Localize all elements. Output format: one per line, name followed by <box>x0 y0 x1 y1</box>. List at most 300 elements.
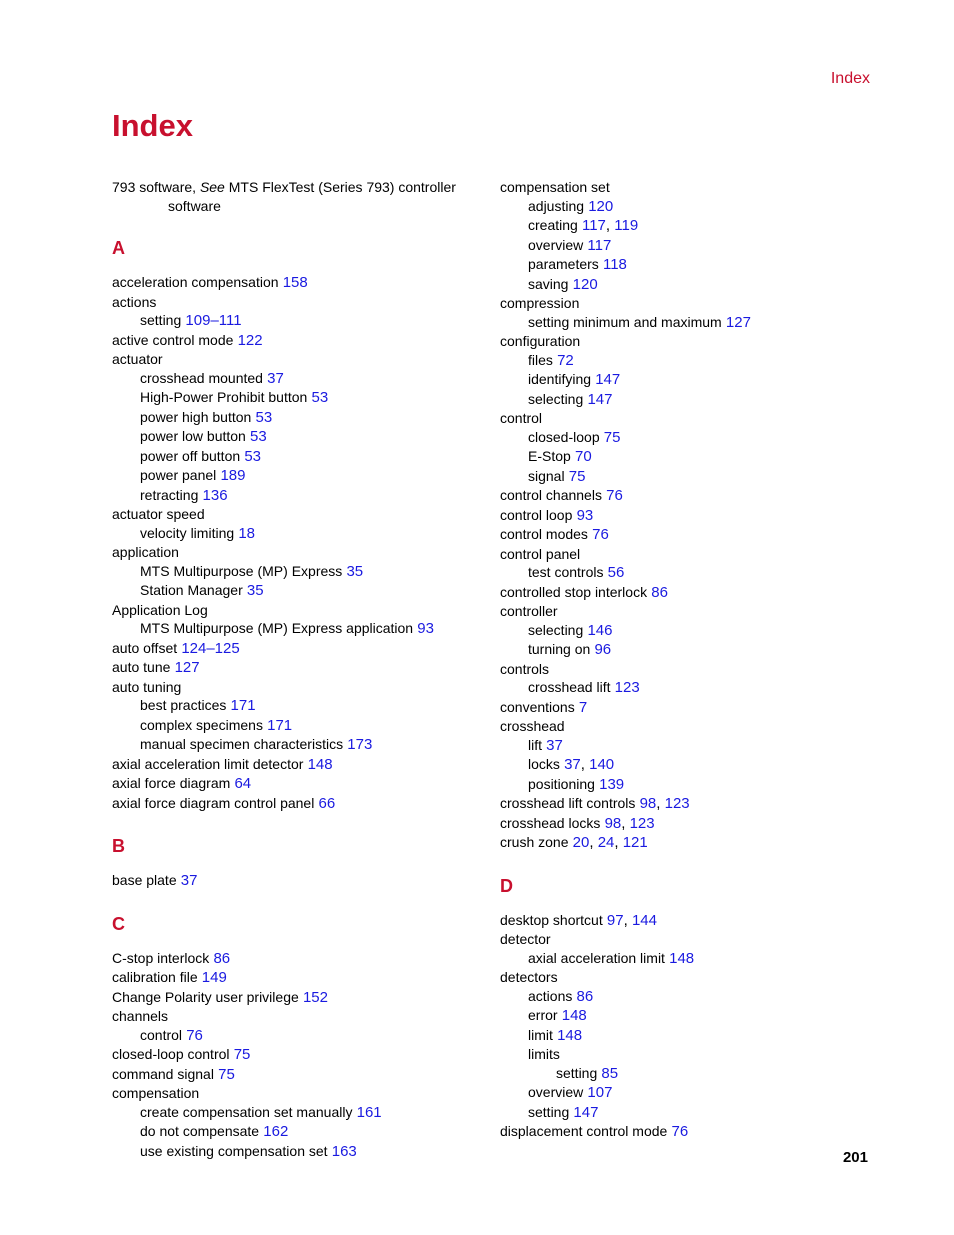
entry-term: command signal <box>112 1065 214 1082</box>
index-entry <box>112 696 472 716</box>
page-link[interactable]: 35 <box>346 562 364 580</box>
page-references <box>303 756 332 773</box>
entry-term: 793 software, <box>112 179 200 195</box>
page-link[interactable]: 76 <box>592 526 609 543</box>
page-link[interactable]: 127 <box>725 313 751 331</box>
entry-term: selecting <box>528 390 584 407</box>
page-link[interactable]: 121 <box>622 834 648 851</box>
page-references <box>542 737 563 754</box>
entry-term: Application Log <box>112 601 208 618</box>
page-references <box>553 1027 582 1044</box>
page-link[interactable]: 122 <box>237 331 263 349</box>
page-link[interactable]: 24 <box>597 834 615 851</box>
entry-term: identifying <box>528 371 592 387</box>
entry-term: compensation <box>112 1085 200 1101</box>
index-entry <box>112 1007 472 1026</box>
page-references <box>575 699 588 716</box>
index-entry <box>112 1026 472 1046</box>
index-entry <box>500 467 860 487</box>
page-link[interactable]: 97 <box>606 911 624 929</box>
index-entry <box>112 562 472 582</box>
page-link[interactable]: 37 <box>267 369 284 387</box>
page-link[interactable]: 144 <box>631 911 657 929</box>
page-link[interactable]: 117 <box>587 236 612 254</box>
page-references: 98, 123 <box>639 795 690 812</box>
index-entry <box>112 466 472 486</box>
page-link[interactable]: 56 <box>607 564 625 581</box>
page-references <box>299 989 328 1006</box>
entry-term: retracting <box>140 486 199 503</box>
page-references <box>263 717 292 734</box>
page-references <box>667 1123 688 1140</box>
page-references <box>230 775 251 792</box>
index-entry <box>500 275 860 295</box>
page-link[interactable]: 117 <box>581 217 606 234</box>
entry-term: axial force diagram control panel <box>112 794 315 811</box>
page-link[interactable]: 120 <box>572 275 598 293</box>
entry-term: E-Stop <box>528 448 571 464</box>
index-entry <box>112 774 472 794</box>
page-references <box>233 332 262 349</box>
index-entry <box>500 583 860 603</box>
index-entry <box>112 1122 472 1142</box>
page-references <box>307 389 328 406</box>
page-link[interactable]: 72 <box>557 351 574 369</box>
page-title: Index <box>112 108 193 143</box>
page-references <box>595 776 624 793</box>
page-link[interactable]: 109–111 <box>185 312 242 329</box>
page-references <box>177 640 240 657</box>
index-entry <box>112 678 472 697</box>
page-references <box>343 736 372 753</box>
page-references <box>413 620 434 637</box>
section-letter: B <box>112 836 125 856</box>
index-entry <box>112 408 472 428</box>
page-link[interactable]: 161 <box>356 1103 382 1121</box>
page-references: 98, 123 <box>604 814 655 832</box>
entry-term: configuration <box>500 333 581 349</box>
page-link[interactable]: 53 <box>311 389 329 406</box>
page-references: 37, 140 <box>564 756 615 773</box>
index-entry <box>500 1083 860 1103</box>
entry-term: setting <box>528 1103 570 1120</box>
page-references <box>234 525 255 542</box>
page-link[interactable]: 147 <box>573 1103 599 1121</box>
page-references: 97, 144 <box>606 911 657 929</box>
entry-term: auto offset <box>112 639 178 656</box>
entry-term: conventions <box>500 698 575 715</box>
entry-term: saving <box>528 275 569 292</box>
index-entry <box>112 1045 472 1065</box>
page-references <box>572 988 593 1005</box>
index-entry <box>112 178 472 215</box>
page-link[interactable]: 64 <box>234 775 252 792</box>
entry-term: crosshead mounted <box>140 369 263 386</box>
page-link[interactable]: 75 <box>603 428 621 446</box>
page-references <box>214 1066 235 1083</box>
index-entry <box>112 427 472 447</box>
entry-term: control <box>140 1026 183 1043</box>
index-entry <box>500 930 860 949</box>
page-references <box>342 563 363 580</box>
index-entry <box>112 388 472 408</box>
page-references <box>243 582 264 599</box>
page-link[interactable]: 53 <box>255 408 273 426</box>
page-references <box>279 274 308 291</box>
page-link[interactable]: 119 <box>614 217 639 234</box>
page-link[interactable]: 76 <box>671 1123 689 1140</box>
index-entry <box>500 178 860 197</box>
index-entry <box>112 658 472 678</box>
page-link[interactable]: 124–125 <box>181 639 240 657</box>
page-link[interactable]: 37 <box>564 756 581 773</box>
page-link[interactable]: 162 <box>263 1123 289 1140</box>
entry-term: active control mode <box>112 331 234 348</box>
page-link[interactable]: 149 <box>201 969 227 986</box>
index-column-right <box>500 178 860 1142</box>
entry-term: lift <box>528 736 542 753</box>
index-entry <box>500 332 860 351</box>
index-entry <box>500 602 860 621</box>
index-entry <box>500 775 860 795</box>
page-link[interactable]: 35 <box>246 582 264 599</box>
entry-term: axial acceleration limit detector <box>112 755 304 772</box>
page-references <box>263 370 284 387</box>
page-references <box>600 429 621 446</box>
index-entry <box>112 716 472 736</box>
page-link[interactable]: 148 <box>669 949 695 967</box>
index-entry <box>500 678 860 698</box>
entry-term: power panel <box>140 467 217 483</box>
entry-term: actions <box>528 987 573 1004</box>
index-entry <box>500 794 860 814</box>
index-entry <box>500 736 860 756</box>
index-entry <box>112 1103 472 1123</box>
page-references <box>352 1104 381 1121</box>
index-entry <box>500 563 860 583</box>
entry-term: locks <box>528 756 560 772</box>
index-entry <box>500 351 860 371</box>
entry-term: Change Polarity user privilege <box>112 988 299 1005</box>
page-references <box>246 428 267 445</box>
page-references <box>198 969 227 986</box>
entry-term: best practices <box>140 697 227 713</box>
page-references <box>584 198 613 215</box>
entry-term: base plate <box>112 872 177 888</box>
entry-term: MTS Multipurpose (MP) Express <box>140 562 343 579</box>
entry-term: test controls <box>528 564 604 580</box>
page-references <box>722 314 751 331</box>
page-references <box>588 526 609 543</box>
index-entry <box>500 236 860 256</box>
page-references <box>328 1143 357 1160</box>
page-references: 117, 119 <box>581 217 639 234</box>
page-link[interactable]: 93 <box>417 620 434 637</box>
page-link[interactable]: 70 <box>574 448 592 465</box>
page-link[interactable]: 139 <box>599 775 625 793</box>
entry-term: acceleration compensation <box>112 274 279 290</box>
page-link[interactable]: 173 <box>347 736 373 753</box>
index-entry <box>112 949 472 969</box>
index-entry <box>112 794 472 814</box>
index-entry <box>112 486 472 506</box>
page-link[interactable]: 123 <box>664 795 690 812</box>
entry-term: complex specimens <box>140 716 263 733</box>
entry-term: velocity limiting <box>140 524 235 541</box>
index-entry <box>112 350 472 369</box>
entry-term: overview <box>528 1084 584 1100</box>
index-entry <box>500 640 860 660</box>
page-link[interactable]: 86 <box>651 583 668 601</box>
page-references <box>647 584 668 601</box>
index-entry <box>500 216 860 236</box>
page-references <box>591 371 620 388</box>
index-entry <box>112 273 472 293</box>
see-reference: See <box>199 179 225 195</box>
index-entry <box>500 390 860 410</box>
entry-term: files <box>528 351 553 368</box>
index-entry <box>500 698 860 718</box>
page-references <box>259 1123 288 1140</box>
page-references <box>571 448 592 465</box>
page-link[interactable]: 146 <box>587 621 613 639</box>
page-link[interactable]: 86 <box>213 949 231 967</box>
page-references <box>603 564 624 581</box>
page-link[interactable]: 152 <box>302 988 328 1006</box>
entry-term: channels <box>112 1008 169 1024</box>
page-link[interactable]: 86 <box>576 987 594 1005</box>
page-link[interactable]: 123 <box>629 814 655 832</box>
index-entry <box>500 1122 860 1142</box>
page-references <box>230 1046 251 1063</box>
page-references <box>314 795 335 812</box>
entry-term: controller <box>500 603 558 619</box>
index-entry <box>500 660 860 679</box>
index-entry <box>112 1084 472 1103</box>
page-references: 20, 24, 121 <box>572 834 648 851</box>
index-entry <box>500 447 860 467</box>
page-references <box>240 448 261 465</box>
page-link[interactable]: 93 <box>576 506 594 524</box>
page-link[interactable]: 120 <box>588 197 614 215</box>
entry-term: setting <box>140 312 182 328</box>
page-link[interactable]: 85 <box>601 1064 619 1082</box>
page-references <box>583 237 611 254</box>
page-references <box>226 697 255 714</box>
entry-term: High-Power Prohibit button <box>140 389 308 405</box>
entry-term: limits <box>528 1046 560 1062</box>
index-entry <box>112 755 472 775</box>
entry-term: crosshead <box>500 718 565 734</box>
page-link[interactable]: 158 <box>282 274 308 291</box>
page-link[interactable]: 76 <box>186 1026 203 1044</box>
index-entry <box>500 525 860 545</box>
entry-term: control modes <box>500 526 588 542</box>
page-link[interactable]: 118 <box>602 256 627 273</box>
page-link[interactable]: 75 <box>568 467 586 485</box>
index-entry <box>112 1065 472 1085</box>
page-link[interactable]: 171 <box>230 697 256 714</box>
entry-term: detector <box>500 931 551 947</box>
entry-term: crush zone <box>500 834 569 850</box>
index-entry <box>500 1026 860 1046</box>
entry-term: creating <box>528 217 578 233</box>
entry-term: closed-loop <box>528 428 600 445</box>
page-link[interactable]: 76 <box>606 487 623 504</box>
entry-term: setting <box>556 1064 598 1081</box>
page-link[interactable]: 148 <box>561 1007 587 1024</box>
entry-term: turning on <box>528 641 591 657</box>
index-entry <box>500 911 860 931</box>
page-link[interactable]: 20 <box>572 834 590 851</box>
index-entry <box>112 369 472 389</box>
page-link[interactable]: 37 <box>180 872 198 889</box>
entry-term: crosshead lift controls <box>500 795 636 811</box>
page-references <box>170 659 199 676</box>
index-entry <box>112 293 472 312</box>
index-entry <box>112 871 472 891</box>
page-references <box>565 468 586 485</box>
index-entry <box>112 311 472 331</box>
index-entry <box>500 486 860 506</box>
entry-term: Station Manager <box>140 582 243 598</box>
index-entry <box>500 1103 860 1123</box>
page-link[interactable]: 148 <box>557 1026 583 1044</box>
page-references <box>251 409 272 426</box>
page-references <box>198 487 227 504</box>
entry-term: selecting <box>528 621 584 638</box>
section-letter: A <box>112 238 125 258</box>
index-entry <box>500 428 860 448</box>
index-entry <box>500 370 860 390</box>
page-link[interactable]: 148 <box>307 755 333 773</box>
entry-term: controlled stop interlock <box>500 583 648 600</box>
index-entry <box>500 294 860 313</box>
index-entry <box>112 968 472 988</box>
entry-term: control channels <box>500 487 602 503</box>
entry-term: power low button <box>140 428 246 444</box>
entry-term: do not compensate <box>140 1123 260 1139</box>
page-references <box>597 1065 618 1082</box>
page-link[interactable]: 53 <box>250 428 267 445</box>
page-references <box>177 872 198 889</box>
entry-term: parameters <box>528 256 599 272</box>
page-link[interactable]: 96 <box>594 641 612 658</box>
entry-term: desktop shortcut <box>500 911 603 928</box>
entry-term: power off button <box>140 447 241 464</box>
page-link[interactable]: 127 <box>174 659 200 676</box>
page-link[interactable]: 98 <box>604 814 622 832</box>
entry-term: use existing compensation set <box>140 1142 328 1159</box>
index-entry <box>112 331 472 351</box>
page-link[interactable]: 136 <box>202 486 228 504</box>
page-link[interactable]: 7 <box>578 698 588 716</box>
index-entry <box>112 524 472 544</box>
page-link[interactable]: 189 <box>220 467 246 484</box>
index-entry <box>500 987 860 1007</box>
entry-term: manual specimen characteristics <box>140 736 344 752</box>
index-entry <box>500 1045 860 1064</box>
page-references <box>553 352 574 369</box>
entry-term: auto tune <box>112 659 171 675</box>
page-link[interactable]: 147 <box>595 371 621 388</box>
page-link[interactable]: 147 <box>587 390 613 408</box>
page-link[interactable]: 123 <box>614 679 640 696</box>
index-entry <box>112 505 472 524</box>
page-link[interactable]: 75 <box>218 1065 235 1083</box>
entry-term: limit <box>528 1026 553 1043</box>
index-entry <box>112 581 472 601</box>
page-link[interactable]: 98 <box>639 795 657 812</box>
page-references <box>558 1007 587 1024</box>
entry-term: C-stop interlock <box>112 949 210 966</box>
page-references <box>583 622 612 639</box>
page-references <box>216 467 245 484</box>
entry-term: axial force diagram <box>112 775 231 791</box>
entry-term: compensation set <box>500 179 610 195</box>
page-link[interactable]: 163 <box>331 1142 357 1160</box>
page-references <box>209 950 230 967</box>
running-head: Index <box>830 70 870 87</box>
index-entry <box>500 545 860 564</box>
page-link[interactable]: 66 <box>318 794 336 812</box>
page-references <box>599 256 627 273</box>
index-entry <box>112 639 472 659</box>
entry-term: signal <box>528 467 565 484</box>
index-entry <box>500 968 860 987</box>
index-entry <box>112 601 472 620</box>
entry-term: control <box>500 410 543 426</box>
page-references <box>590 641 611 658</box>
index-entry <box>500 949 860 969</box>
index-entry <box>500 814 860 834</box>
page-references <box>182 1027 203 1044</box>
index-entry <box>112 447 472 467</box>
page-link[interactable]: 18 <box>238 524 255 542</box>
index-entry <box>500 197 860 217</box>
entry-term: axial acceleration limit <box>528 949 665 966</box>
index-entry <box>500 717 860 736</box>
page-references <box>665 950 694 967</box>
page-link[interactable]: 37 <box>546 736 563 754</box>
page-link[interactable]: 53 <box>244 447 262 465</box>
page-references <box>610 679 639 696</box>
page-references <box>583 1084 612 1101</box>
entry-term: control panel <box>500 545 581 562</box>
page-link[interactable]: 171 <box>267 716 293 734</box>
page-link[interactable]: 107 <box>587 1084 613 1101</box>
entry-term: control loop <box>500 506 573 523</box>
page-link[interactable]: 75 <box>233 1046 251 1063</box>
index-entry <box>500 621 860 641</box>
entry-term: auto tuning <box>112 678 182 695</box>
index-entry <box>500 755 860 775</box>
page-references <box>602 487 623 504</box>
see-target: MTS FlexTest (Series 793) controller software <box>168 179 456 214</box>
index-entry <box>112 988 472 1008</box>
page-references <box>568 276 597 293</box>
entry-term: actions <box>112 293 157 310</box>
page-link[interactable]: 140 <box>589 756 615 773</box>
entry-term: controls <box>500 660 550 677</box>
index-entry <box>500 833 860 853</box>
section-letter: C <box>112 913 125 934</box>
page-references <box>181 312 241 329</box>
index-entry <box>112 619 472 639</box>
entry-term: setting minimum and maximum <box>528 313 722 330</box>
section-letter: D <box>500 875 513 896</box>
index-column-left <box>112 178 472 1161</box>
